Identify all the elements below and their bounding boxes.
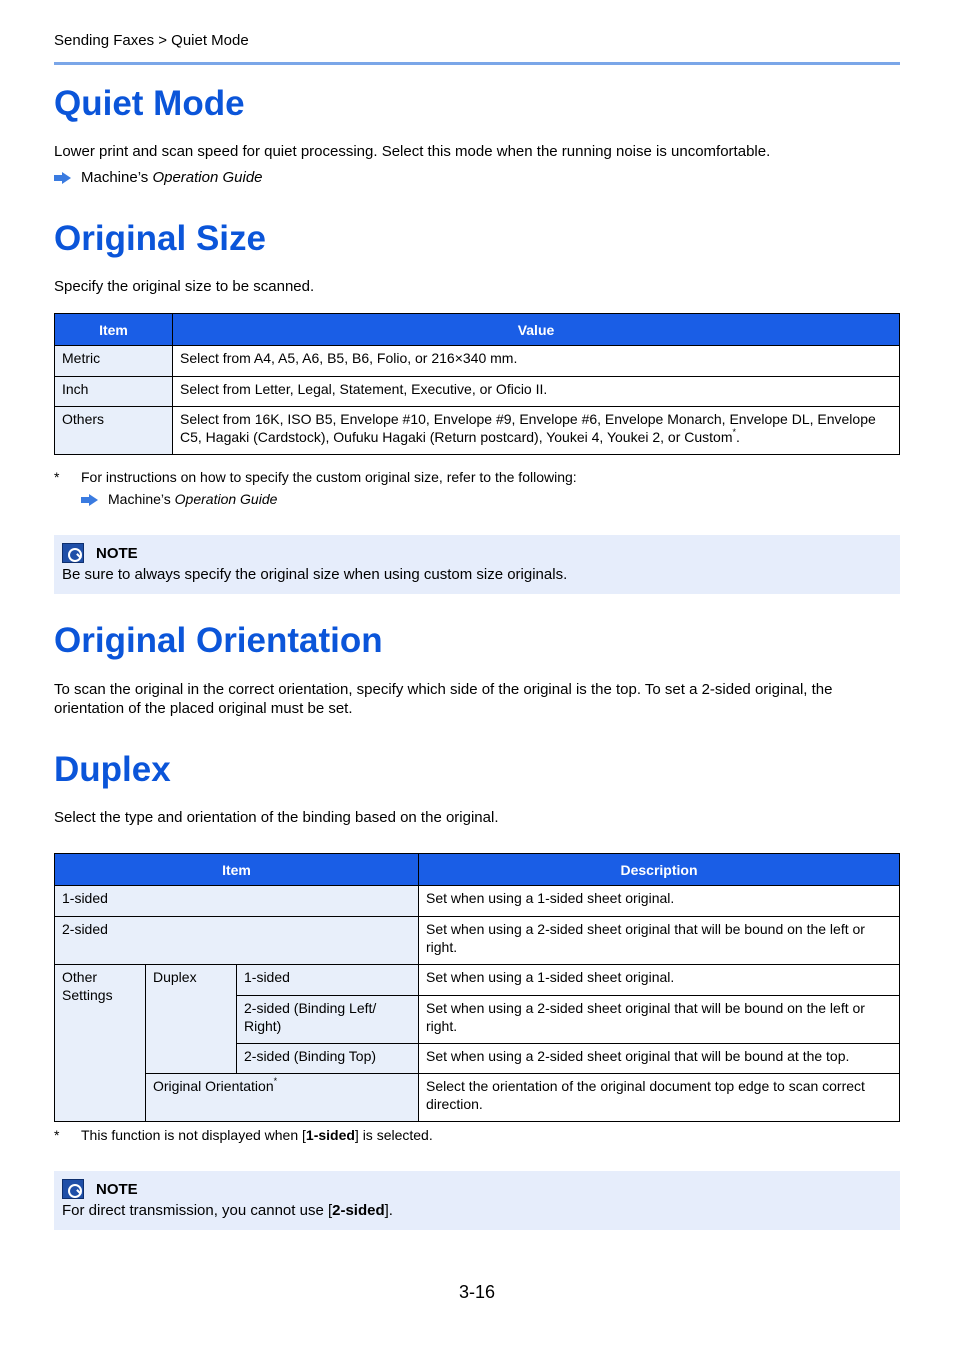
row-group-other-settings: Other Settings (55, 965, 146, 1122)
duplex-table (54, 853, 900, 1122)
table-row (55, 965, 900, 996)
original-orientation-label: Original Orientation (153, 1078, 274, 1094)
note-box-original-size (54, 535, 900, 594)
table-row (55, 346, 900, 377)
original-size-footnote (54, 468, 577, 486)
footnote-text (81, 1126, 433, 1144)
footnote-marker: * (273, 1076, 278, 1086)
original-orientation-heading: Original Orientation (54, 621, 383, 660)
footnote-star: * (54, 469, 60, 485)
footnote-suffix: ] is selected. (354, 1127, 433, 1143)
row-desc-1-sided: Set when using a 1-sided sheet original. (419, 886, 900, 917)
column-header-value: Value (173, 314, 900, 346)
note-text-suffix: ]. (384, 1202, 393, 1219)
row-value-others (173, 407, 900, 455)
note-text: Be sure to always specify the original size when using custom size originals. (62, 566, 568, 583)
duplex-footnote (54, 1126, 433, 1144)
original-size-heading: Original Size (54, 219, 266, 258)
footnote-prefix: This function is not displayed when [ (81, 1127, 306, 1143)
reference-prefix: Machine’s (81, 169, 149, 186)
row-item-inch: Inch (55, 377, 173, 407)
arrow-right-icon (81, 494, 99, 506)
note-header (62, 1179, 892, 1199)
table-header-row (55, 314, 900, 346)
row-desc-original-orientation: Select the orientation of the original document top edge to scan correct direction. (419, 1074, 900, 1122)
footnote-marker: * (732, 427, 737, 437)
footnote-key-1-sided: 1-sided (305, 1127, 355, 1143)
row-item-original-orientation (146, 1074, 419, 1122)
footnote-star: * (54, 1127, 60, 1143)
row-value-inch: Select from Letter, Legal, Statement, Executive, or Oficio II. (173, 377, 900, 407)
row-item-binding-top: 2-sided (Binding Top) (237, 1044, 419, 1074)
original-orientation-text: To scan the original in the correct orientation, specify which side of the original is the top. To set a 2-sided original, the orientation of the placed original must be set. (54, 681, 833, 717)
table-row (55, 377, 900, 407)
table-header-row (55, 854, 900, 886)
row-desc-2-sided: Set when using a 2-sided sheet original that will be bound on the left or right. (419, 917, 900, 965)
others-value-text: Select from 16K, ISO B5, Envelope #10, Envelope #9, Envelope #6, Envelope Monarch, Envelope DL, Envelope C5, Hagaki (Cardstock), Oufuku Hagaki (Return postcard), Youkei 4, Youkei 2, or Custom (180, 411, 876, 445)
original-size-text: Specify the original size to be scanned. (54, 278, 315, 295)
row-desc-binding-top: Set when using a 2-sided sheet original that will be bound at the top. (419, 1044, 900, 1074)
column-header-item: Item (55, 314, 173, 346)
note-magnifier-icon (62, 1179, 84, 1199)
header-rule (54, 62, 900, 65)
note-box-duplex (54, 1171, 900, 1230)
table-row (55, 407, 900, 455)
note-text (62, 1201, 892, 1220)
row-item-metric: Metric (55, 346, 173, 377)
row-desc-binding-left-right: Set when using a 2-sided sheet original that will be bound on the left or right. (419, 996, 900, 1044)
duplex-heading: Duplex (54, 750, 171, 789)
note-label: NOTE (96, 1180, 138, 1198)
table-row (55, 917, 900, 965)
page-number: 3-16 (458, 1282, 496, 1302)
quiet-mode-text: Lower print and scan speed for quiet processing. Select this mode when the running noise is uncomfortable. (54, 143, 771, 160)
row-value-metric: Select from A4, A5, A6, B5, B6, Folio, or 216×340 mm. (173, 346, 900, 377)
row-subgroup-duplex: Duplex (146, 965, 237, 1074)
duplex-text: Select the type and orientation of the binding based on the original. (54, 809, 499, 826)
row-item-1-sided: 1-sided (55, 886, 419, 917)
note-header (62, 543, 892, 563)
note-magnifier-icon (62, 543, 84, 563)
note-text-prefix: For direct transmission, you cannot use [ (62, 1202, 333, 1219)
footnote-text: For instructions on how to specify the custom original size, refer to the following: (81, 469, 577, 485)
row-item-binding-left-right: 2-sided (Binding Left/ Right) (237, 996, 419, 1044)
note-label: NOTE (96, 544, 138, 562)
original-size-table (54, 313, 900, 455)
column-header-description: Description (419, 854, 900, 886)
quiet-mode-reference[interactable] (54, 168, 263, 187)
arrow-right-icon (54, 172, 72, 184)
quiet-mode-heading: Quiet Mode (54, 84, 245, 123)
row-item-2-sided: 2-sided (55, 917, 419, 965)
row-item-duplex-1-sided: 1-sided (237, 965, 419, 996)
reference-guide-name: Operation Guide (174, 491, 278, 507)
table-row (55, 886, 900, 917)
note-key-2-sided: 2-sided (332, 1202, 385, 1219)
row-desc-duplex-1-sided: Set when using a 1-sided sheet original. (419, 965, 900, 996)
others-value-tail: . (736, 429, 740, 445)
original-size-footnote-reference[interactable] (81, 490, 277, 509)
row-item-others: Others (55, 407, 173, 455)
breadcrumb: Sending Faxes > Quiet Mode (54, 32, 249, 49)
table-row (55, 1074, 900, 1122)
reference-guide-name: Operation Guide (152, 169, 263, 186)
reference-prefix: Machine’s (108, 491, 171, 507)
column-header-item: Item (55, 854, 419, 886)
